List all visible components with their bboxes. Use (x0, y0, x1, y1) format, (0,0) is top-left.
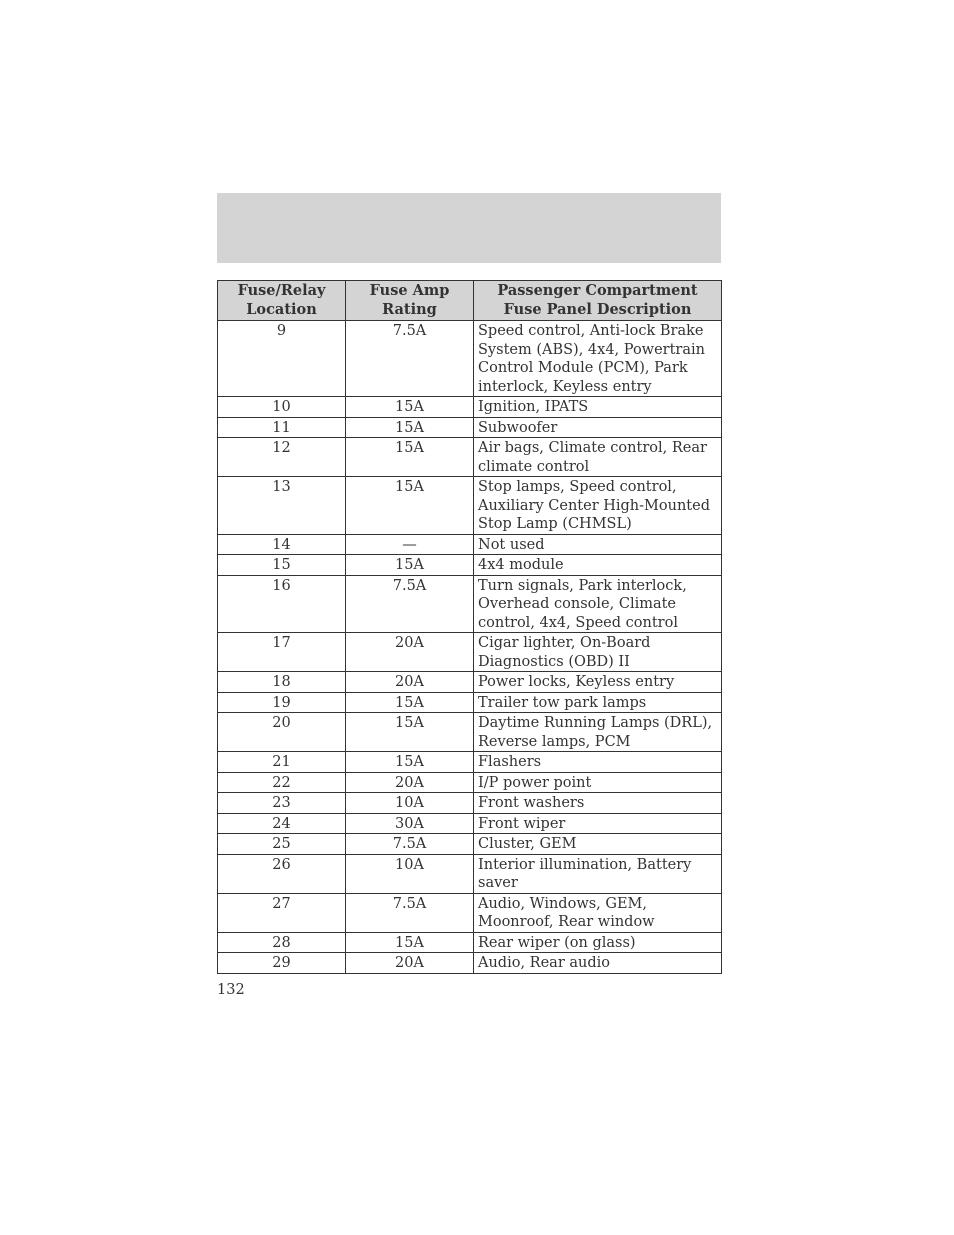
section-header-band (217, 193, 721, 263)
header-location: Fuse/Relay Location (218, 281, 346, 321)
fuse-description-cell: Not used (474, 534, 722, 555)
table-header-row (218, 281, 722, 321)
table-row (218, 793, 722, 814)
table-row (218, 438, 722, 477)
fuse-rating-cell: — (346, 534, 474, 555)
fuse-location-cell: 28 (218, 932, 346, 953)
fuse-location-cell: 27 (218, 893, 346, 932)
fuse-location-cell: 17 (218, 633, 346, 672)
fuse-rating-cell: 15A (346, 477, 474, 535)
fuse-rating-cell: 15A (346, 713, 474, 752)
table-row (218, 713, 722, 752)
fuse-location-cell: 12 (218, 438, 346, 477)
fuse-rating-cell: 15A (346, 752, 474, 773)
fuse-location-cell: 10 (218, 397, 346, 418)
header-description: Passenger Compartment Fuse Panel Description (474, 281, 722, 321)
table-row (218, 834, 722, 855)
fuse-location-cell: 18 (218, 672, 346, 693)
header-amp-rating: Fuse Amp Rating (346, 281, 474, 321)
fuse-location-cell: 20 (218, 713, 346, 752)
page-number: 132 (217, 982, 245, 998)
table-row (218, 397, 722, 418)
fuse-description-cell: Audio, Rear audio (474, 953, 722, 974)
table-body (218, 321, 722, 974)
fuse-description-cell: Stop lamps, Speed control, Auxiliary Center High-Mounted Stop Lamp (CHMSL) (474, 477, 722, 535)
fuse-description-cell: Daytime Running Lamps (DRL), Reverse lamps, PCM (474, 713, 722, 752)
fuse-rating-cell: 30A (346, 813, 474, 834)
fuse-location-cell: 23 (218, 793, 346, 814)
fuse-description-cell: Speed control, Anti-lock Brake System (ABS), 4x4, Powertrain Control Module (PCM), Park interlock, Keyless entry (474, 321, 722, 397)
fuse-description-cell: Front wiper (474, 813, 722, 834)
fuse-description-cell: Cluster, GEM (474, 834, 722, 855)
table-row (218, 477, 722, 535)
table-row (218, 953, 722, 974)
fuse-description-cell: Rear wiper (on glass) (474, 932, 722, 953)
fuse-panel-table (217, 280, 722, 974)
fuse-rating-cell: 20A (346, 953, 474, 974)
fuse-rating-cell: 7.5A (346, 834, 474, 855)
fuse-rating-cell: 10A (346, 854, 474, 893)
table-row (218, 672, 722, 693)
fuse-location-cell: 29 (218, 953, 346, 974)
fuse-location-cell: 22 (218, 772, 346, 793)
fuse-description-cell: Air bags, Climate control, Rear climate control (474, 438, 722, 477)
fuse-description-cell: Power locks, Keyless entry (474, 672, 722, 693)
fuse-description-cell: Ignition, IPATS (474, 397, 722, 418)
fuse-rating-cell: 15A (346, 397, 474, 418)
fuse-description-cell: Turn signals, Park interlock, Overhead console, Climate control, 4x4, Speed control (474, 575, 722, 633)
table-row (218, 752, 722, 773)
fuse-rating-cell: 7.5A (346, 575, 474, 633)
fuse-rating-cell: 15A (346, 692, 474, 713)
fuse-location-cell: 16 (218, 575, 346, 633)
fuse-rating-cell: 10A (346, 793, 474, 814)
fuse-rating-cell: 20A (346, 672, 474, 693)
table-header (218, 281, 722, 321)
fuse-location-cell: 24 (218, 813, 346, 834)
fuse-description-cell: Front washers (474, 793, 722, 814)
table-row (218, 633, 722, 672)
table-row (218, 893, 722, 932)
table-row (218, 575, 722, 633)
fuse-location-cell: 9 (218, 321, 346, 397)
table-row (218, 854, 722, 893)
fuse-rating-cell: 15A (346, 438, 474, 477)
fuse-location-cell: 25 (218, 834, 346, 855)
fuse-rating-cell: 15A (346, 932, 474, 953)
fuse-rating-cell: 15A (346, 555, 474, 576)
fuse-location-cell: 14 (218, 534, 346, 555)
table-row (218, 772, 722, 793)
fuse-location-cell: 13 (218, 477, 346, 535)
fuse-description-cell: Subwoofer (474, 417, 722, 438)
table-row (218, 692, 722, 713)
fuse-rating-cell: 7.5A (346, 321, 474, 397)
table-row (218, 932, 722, 953)
fuse-location-cell: 26 (218, 854, 346, 893)
table-row (218, 534, 722, 555)
fuse-description-cell: Audio, Windows, GEM, Moonroof, Rear window (474, 893, 722, 932)
fuse-rating-cell: 20A (346, 772, 474, 793)
fuse-description-cell: Flashers (474, 752, 722, 773)
fuse-location-cell: 21 (218, 752, 346, 773)
fuse-location-cell: 15 (218, 555, 346, 576)
fuse-description-cell: Interior illumination, Battery saver (474, 854, 722, 893)
fuse-description-cell: 4x4 module (474, 555, 722, 576)
fuse-location-cell: 19 (218, 692, 346, 713)
fuse-description-cell: Trailer tow park lamps (474, 692, 722, 713)
table-row (218, 321, 722, 397)
fuse-description-cell: Cigar lighter, On-Board Diagnostics (OBD) II (474, 633, 722, 672)
table-row (218, 555, 722, 576)
table-row (218, 417, 722, 438)
fuse-rating-cell: 20A (346, 633, 474, 672)
fuse-rating-cell: 15A (346, 417, 474, 438)
fuse-description-cell: I/P power point (474, 772, 722, 793)
table-row (218, 813, 722, 834)
fuse-rating-cell: 7.5A (346, 893, 474, 932)
fuse-location-cell: 11 (218, 417, 346, 438)
